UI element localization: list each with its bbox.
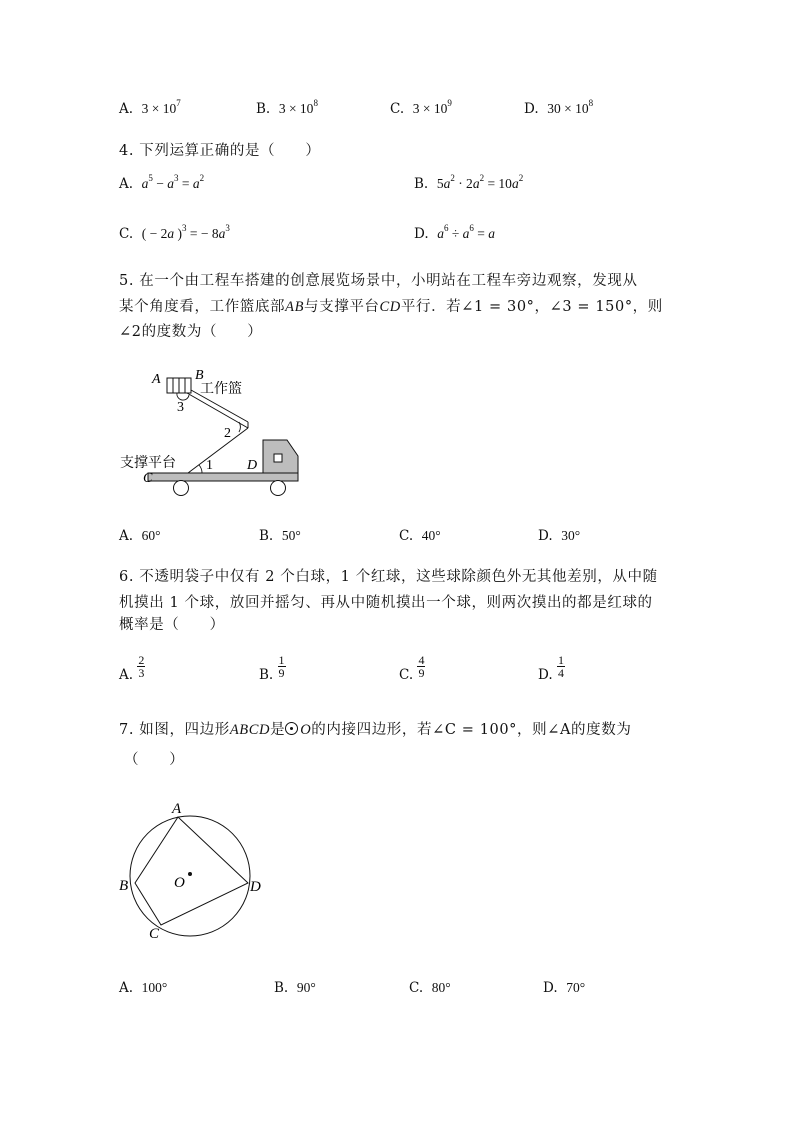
q6-option-c: C. $\frac{4}{9}$ — [399, 653, 425, 683]
support-platform — [148, 473, 298, 481]
label-A: A — [152, 372, 161, 387]
label-C: C — [143, 471, 153, 486]
q6-option-a: A. $\frac{2}{3}$ — [119, 653, 145, 683]
label-C: C — [149, 926, 160, 942]
q6-stem-line1: 6. 不透明袋子中仅有 2 个白球，1 个红球，这些球除颜色外无其他差别，从中随 — [119, 569, 658, 585]
q6-option-d: D. $\frac{1}{4}$ — [538, 653, 564, 683]
q4-stem: 4. 下列运算正确的是（ ） — [119, 143, 321, 159]
label-3: 3 — [177, 400, 184, 415]
label-2: 2 — [224, 426, 231, 441]
q5-stem-line2: 某个角度看，工作篮底部AB与支撑平台CD平行．若∠1 = 30°，∠3 = 150°，则 — [119, 299, 663, 315]
lower-arm — [188, 428, 248, 473]
label-A: A — [172, 801, 182, 817]
q5-stem-line1: 5. 在一个由工程车搭建的创意展览场景中，小明站在工程车旁边观察，发现从 — [119, 273, 638, 289]
label-B: B — [119, 878, 129, 894]
q5-option-d: D. 30° — [538, 528, 581, 544]
quadrilateral-abcd — [135, 817, 248, 925]
q7-option-d: D. 70° — [543, 980, 586, 996]
circle-dot-symbol — [285, 722, 298, 735]
angle-1-arc — [199, 465, 202, 473]
q4-option-d: D. $a^6 \div a^6 = a$ — [414, 223, 496, 242]
center-point — [188, 872, 192, 876]
basket-label: 工作篮 — [200, 381, 242, 397]
q3-option-d: D. $30 \times 10^8$ — [524, 98, 594, 117]
q6-stem-line3: 概率是（ ） — [119, 617, 225, 633]
q3-option-c: C. $3 \times 10^9$ — [390, 98, 452, 117]
label-O: O — [174, 875, 185, 891]
label-D: D — [250, 879, 261, 895]
q5-option-b: B. 50° — [259, 528, 301, 544]
platform-label: 支撑平台 — [120, 455, 176, 471]
upper-arm — [187, 393, 248, 428]
q7-circle-figure — [115, 795, 275, 945]
rear-wheel — [271, 481, 286, 496]
q7-option-c: C. 80° — [409, 980, 451, 996]
q5-option-a: A. 60° — [119, 528, 161, 544]
q7-stem-line2: （ ） — [124, 752, 185, 768]
q4-option-b: B. $5a^2 \cdot 2a^2 = 10a^2$ — [414, 173, 524, 192]
q5-truck-figure — [115, 360, 315, 500]
q5-stem-line3: ∠2的度数为（ ） — [119, 324, 263, 340]
q7-option-a: A. 100° — [119, 980, 168, 996]
q7-option-b: B. 90° — [274, 980, 316, 996]
label-1: 1 — [206, 458, 213, 473]
truck-window — [274, 454, 282, 462]
q4-option-c: C. ( − 2a )$^3$ = − $8a^3$ — [119, 223, 230, 242]
q4-option-a: A. $a^5 - a^3 = a^2$ — [119, 173, 205, 192]
label-B: B — [195, 368, 204, 383]
front-wheel — [174, 481, 189, 496]
q7-stem-line1: 7. 如图，四边形ABCD是 O的内接四边形，若∠C = 100°，则∠A的度数为 — [119, 722, 632, 738]
q5-option-c: C. 40° — [399, 528, 441, 544]
q3-option-b: B. $3 \times 10^8$ — [256, 98, 318, 117]
label-D: D — [247, 458, 258, 473]
q6-option-b: B. $\frac{1}{9}$ — [259, 653, 285, 683]
q3-option-a: A. $3 \times 10^7$ — [119, 98, 181, 117]
q6-stem-line2: 机摸出 1 个球，放回并摇匀、再从中随机摸出一个球，则两次摸出的都是红球的 — [119, 595, 653, 611]
